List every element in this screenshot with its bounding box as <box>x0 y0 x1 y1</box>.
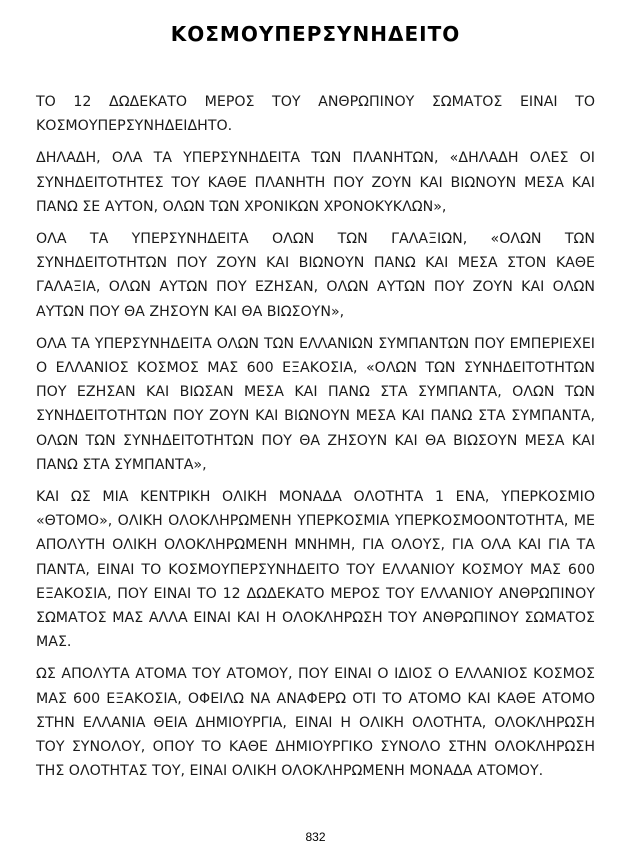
body-text <box>36 90 595 791</box>
paragraph: ΤΟ 12 ΔΩΔΕΚΑΤΟ ΜΕΡΟΣ ΤΟΥ ΑΝΘΡΩΠΙΝΟΥ ΣΩΜΑΤΟΣ ΕΙΝΑΙ ΤΟ ΚΟΣΜΟΥΠΕΡΣΥΝΗΔΕΙΔΗΤΟ. <box>36 94 595 135</box>
paragraph: ΩΣ ΑΠΟΛΥΤΑ ΑΤΟΜΑ ΤΟΥ ΑΤΟΜΟΥ, ΠΟΥ ΕΙΝΑΙ Ο ΙΔΙΟΣ Ο ΕΛΛΑΝΙΟΣ ΚΟΣΜΟΣ ΜΑΣ 600 ΕΞΑΚΟΣΙΑ, ΟΦΕΙΛΩ ΝΑ ΑΝΑΦΕΡΩ ΟΤΙ ΤΟ ΑΤΟΜΟ ΚΑΙ ΚΑΘΕ ΑΤΟΜΟ ΣΤΗΝ ΕΛΛΑΝΙΑ ΘΕΙΑ ΔΗΜΙΟΥΡΓΙΑ, ΕΙΝΑΙ Η ΟΛΙΚΗ ΟΛΟΤΗΤΑ, ΟΛΟΚΛΗΡΩΣΗ ΤΟΥ ΣΥΝΟΛΟΥ, ΟΠΟΥ ΤΟ ΚΑΘΕ ΔΗΜΙΟΥΡΓΙΚΟ ΣΥΝΟΛΟ ΣΤΗΝ ΟΛΟΚΛΗΡΩΣΗ ΤΗΣ ΟΛΟΤΗΤΑΣ ΤΟΥ, ΕΙΝΑΙ ΟΛΙΚΗ ΟΛΟΚΛΗΡΩΜΕΝΗ ΜΟΝΑΔΑ ΑΤΟΜΟΥ. <box>36 666 595 780</box>
paragraph: ΔΗΛΑΔΗ, ΟΛΑ ΤΑ ΥΠΕΡΣΥΝΗΔΕΙΤΑ ΤΩΝ ΠΛΑΝΗΤΩΝ, «ΔΗΛΑΔΗ ΟΛΕΣ ΟΙ ΣΥΝΗΔΕΙΤΟΤΗΤΕΣ ΤΟΥ ΚΑΘΕ ΠΛΑΝΗΤΗ ΠΟΥ ΖΟΥΝ ΚΑΙ ΒΙΩΝΟΥΝ ΜΕΣΑ ΚΑΙ ΠΑΝΩ ΣΕ ΑΥΤΟΝ, ΟΛΩΝ ΤΩΝ ΧΡΟΝΙΚΩΝ ΧΡΟΝΟΚΥΚΛΩΝ», <box>36 150 595 215</box>
paragraph: ΟΛΑ ΤΑ ΥΠΕΡΣΥΝΗΔΕΙΤΑ ΟΛΩΝ ΤΩΝ ΓΑΛΑΞΙΩΝ, «ΟΛΩΝ ΤΩΝ ΣΥΝΗΔΕΙΤΟΤΗΤΩΝ ΠΟΥ ΖΟΥΝ ΚΑΙ ΒΙΩΝΟΥΝ ΠΑΝΩ ΚΑΙ ΜΕΣΑ ΣΤΟΝ ΚΑΘΕ ΓΑΛΑΞΙΑ, ΟΛΩΝ ΑΥΤΩΝ ΠΟΥ ΕΖΗΣΑΝ, ΟΛΩΝ ΑΥΤΩΝ ΠΟΥ ΖΟΥΝ ΚΑΙ ΟΛΩΝ ΑΥΤΩΝ ΠΟΥ ΘΑ ΖΗΣΟΥΝ ΚΑΙ ΘΑ ΒΙΩΣΟΥΝ», <box>36 231 595 320</box>
page-title: ΚΟΣΜΟΥΠΕΡΣΥΝΗΔΕΙΤΟ <box>170 22 461 46</box>
page-number: 832 <box>305 830 326 844</box>
paragraph: ΟΛΑ ΤΑ ΥΠΕΡΣΥΝΗΔΕΙΤΑ ΟΛΩΝ ΤΩΝ ΕΛΛΑΝΙΩΝ ΣΥΜΠΑΝΤΩΝ ΠΟΥ ΕΜΠΕΡΙΕΧΕΙ Ο ΕΛΛΑΝΙΟΣ ΚΟΣΜΟΣ ΜΑΣ 600 ΕΞΑΚΟΣΙΑ, «ΟΛΩΝ ΤΩΝ ΣΥΝΗΔΕΙΤΟΤΗΤΩΝ ΠΟΥ ΕΖΗΣΑΝ ΚΑΙ ΒΙΩΣΑΝ ΜΕΣΑ ΚΑΙ ΠΑΝΩ ΣΤΑ ΣΥΜΠΑΝΤΑ, ΟΛΩΝ ΤΩΝ ΣΥΝΗΔΕΙΤΟΤΗΤΩΝ ΠΟΥ ΖΟΥΝ ΚΑΙ ΒΙΩΝΟΥΝ ΜΕΣΑ ΚΑΙ ΠΑΝΩ ΣΤΑ ΣΥΜΠΑΝΤΑ, ΟΛΩΝ ΤΩΝ ΣΥΝΗΔΕΙΤΟΤΗΤΩΝ ΠΟΥ ΘΑ ΖΗΣΟΥΝ ΚΑΙ ΘΑ ΒΙΩΣΟΥΝ ΜΕΣΑ ΚΑΙ ΠΑΝΩ ΣΤΑ ΣΥΜΠΑΝΤΑ», <box>36 335 595 473</box>
paragraph: ΚΑΙ ΩΣ ΜΙΑ ΚΕΝΤΡΙΚΗ ΟΛΙΚΗ ΜΟΝΑΔΑ ΟΛΟΤΗΤΑ 1 ΕΝΑ, ΥΠΕΡΚΟΣΜΙΟ «ΘΤΟΜΟ», ΟΛΙΚΗ ΟΛΟΚΛΗΡΩΜΕΝΗ ΥΠΕΡΚΟΣΜΙΑ ΥΠΕΡΚΟΣΜΟΟΝΤΟΤΗΤΑ, ΜΕ ΑΠΟΛΥΤΗ ΟΛΙΚΗ ΟΛΟΚΛΗΡΩΜΕΝΗ ΜΝΗΜΗ, ΓΙΑ ΟΛΟΥΣ, ΓΙΑ ΟΛΑ ΚΑΙ ΓΙΑ ΤΑ ΠΑΝΤΑ, ΕΙΝΑΙ ΤΟ ΚΟΣΜΟΥΠΕΡΣΥΝΗΔΕΙΤΟ ΤΟΥ ΕΛΛΑΝΙΟΥ ΚΟΣΜΟΥ ΜΑΣ 600 ΕΞΑΚΟΣΙΑ, ΠΟΥ ΕΙΝΑΙ ΤΟ 12 ΔΩΔΕΚΑΤΟ ΜΕΡΟΣ ΤΟΥ ΕΛΛΑΝΙΟΥ ΑΝΘΡΩΠΙΝΟΥ ΣΩΜΑΤΟΣ ΜΑΣ ΑΛΛΑ ΕΙΝΑΙ ΚΑΙ Η ΟΛΟΚΛΗΡΩΣΗ ΤΟΥ ΑΝΘΡΩΠΙΝΟΥ ΣΩΜΑΤΟΣ ΜΑΣ. <box>36 489 595 651</box>
